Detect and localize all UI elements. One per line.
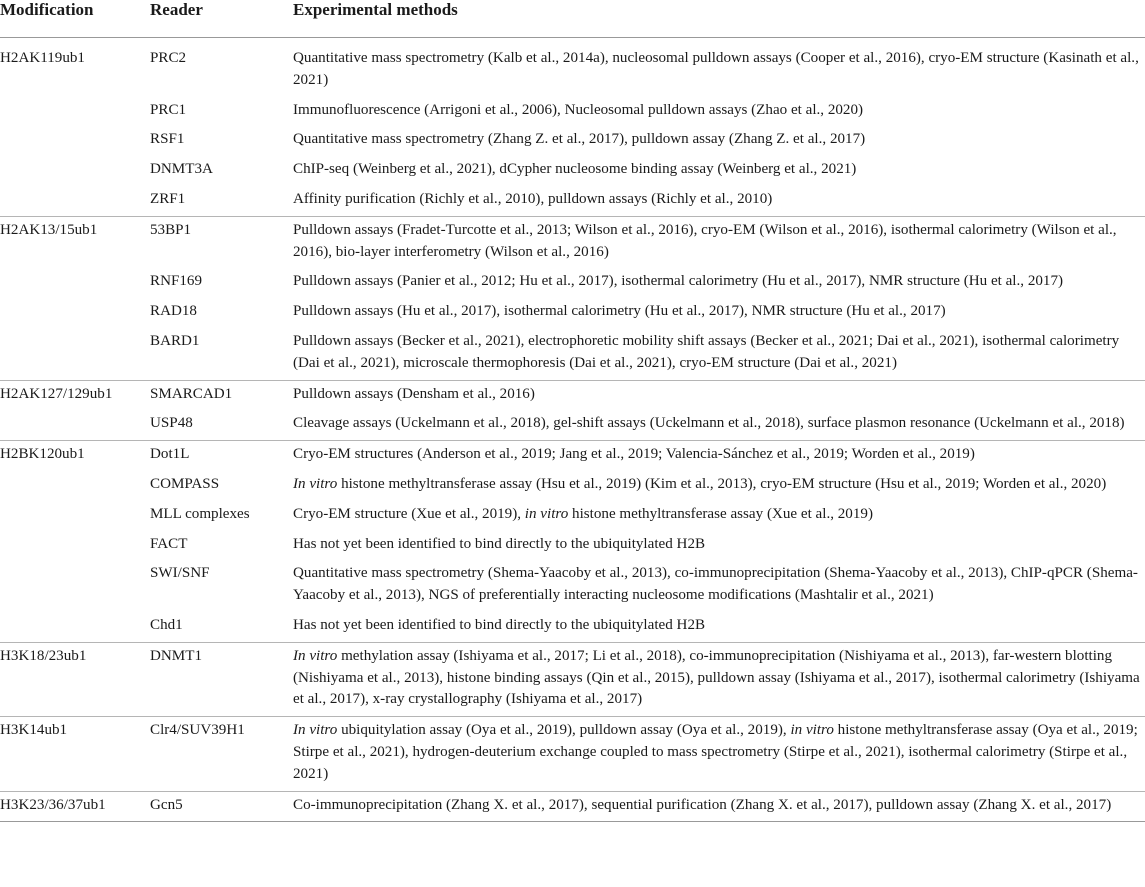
cell-modification: H2BK120ub1 <box>0 441 150 471</box>
cell-modification: H2AK119ub1 <box>0 50 85 66</box>
table-row <box>0 328 1145 380</box>
table-row <box>0 126 1145 156</box>
cell-reader: FACT <box>150 535 188 552</box>
cell-reader: SMARCAD1 <box>150 380 293 410</box>
methods-italic-text: in vitro <box>790 722 834 739</box>
table-row <box>0 791 1145 822</box>
cell-modification <box>0 471 150 501</box>
methods-text: Pulldown assays (Panier et al., 2012; Hu et al., 2017), isothermal calorimetry (Hu et al., 2017), NMR structure (Hu et al., 2017) <box>293 273 1064 290</box>
cell-reader: PRC1 <box>150 101 187 118</box>
methods-text: Quantitative mass spectrometry (Kalb et al., 2014a), nucleosomal pulldown assays (Cooper et al., 2016), cryo-EM structure (Kasinath et al., 2021) <box>293 50 1139 88</box>
cell-methods <box>293 126 1145 156</box>
cell-reader: Gcn5 <box>150 791 293 822</box>
cell-methods <box>293 612 1145 642</box>
cell-reader: DNMT3A <box>150 161 213 178</box>
methods-text: histone methyltransferase assay (Oya et al., 2019; Stirpe et al., 2021), hydrogen-deuterium exchange coupled to mass spectrometry (Stirpe et al., 2021), isothermal calorimetry (Stirpe et al., 2021) <box>293 722 1138 782</box>
cell-modification <box>0 560 150 612</box>
table-row <box>0 298 1145 328</box>
methods-text: Cryo-EM structures (Anderson et al., 2019; Jang et al., 2019; Valencia-Sánchez et al., 2019; Worden et al., 2019) <box>293 446 975 463</box>
methods-italic-text: in vitro <box>524 505 569 522</box>
table-row <box>0 97 1145 127</box>
cell-reader: Chd1 <box>150 616 183 633</box>
cell-methods <box>293 441 1145 471</box>
cell-methods <box>293 328 1145 380</box>
cell-modification: H3K18/23ub1 <box>0 642 150 716</box>
table-row <box>0 717 1145 791</box>
cell-modification <box>0 328 150 380</box>
cell-reader: BARD1 <box>150 332 200 349</box>
cell-modification <box>0 268 150 298</box>
cell-methods <box>293 560 1145 612</box>
table-row <box>0 642 1145 716</box>
cell-reader: MLL complexes <box>150 505 250 522</box>
cell-methods <box>293 38 1145 97</box>
table-row <box>0 38 1145 97</box>
table-row <box>0 441 1145 471</box>
cell-methods <box>293 97 1145 127</box>
cell-methods <box>293 642 1145 716</box>
cell-methods <box>293 471 1145 501</box>
methods-italic-text: In vitro <box>293 475 338 492</box>
cell-modification <box>0 531 150 561</box>
methods-text: histone methyltransferase assay (Hsu et al., 2019) (Kim et al., 2013), cryo-EM structure (Hsu et al., 2019; Worden et al., 2020) <box>337 475 1107 492</box>
methods-text: Pulldown assays (Fradet-Turcotte et al., 2013; Wilson et al., 2016), cryo-EM (Wilson et al., 2016), isothermal calorimetry (Wilson et al., 2016), bio-layer interferometry (Wilson et al., 2016) <box>293 221 1117 260</box>
methods-text: Quantitative mass spectrometry (Shema-Yaacoby et al., 2013), co-immunoprecipitation (Shema-Yaacoby et al., 2013), ChIP-qPCR (Shema-Yaacoby et al., 2013), NGS of preferentially interacting nucleosome modifications (Mashtalir et al., 2021) <box>293 565 1138 604</box>
cell-methods <box>293 717 1145 791</box>
cell-reader: DNMT1 <box>150 642 293 716</box>
cell-modification <box>0 156 150 186</box>
methods-text: methylation assay (Ishiyama et al., 2017; Li et al., 2018), co-immunoprecipitation (Nishiyama et al., 2013), far-western blotting (Nishiyama et al., 2013), histone binding assays (Qin et al., 2015), pulldown assay (Ishiyama et al., 2017), isothermal calorimetry (Ishiyama et al., 2017), x-ray crystallography (Ishiyama et al., 2017) <box>293 647 1140 708</box>
table-row <box>0 471 1145 501</box>
cell-reader: Dot1L <box>150 441 293 471</box>
cell-modification <box>0 97 150 127</box>
cell-methods <box>293 298 1145 328</box>
cell-modification: H3K14ub1 <box>0 717 150 791</box>
header-modification: Modification <box>0 0 94 19</box>
cell-modification <box>0 501 150 531</box>
cell-modification <box>0 186 150 216</box>
methods-text: ChIP-seq (Weinberg et al., 2021), dCypher nucleosome binding assay (Weinberg et al., 2021) <box>293 161 857 178</box>
cell-modification <box>0 410 150 440</box>
cell-modification: H2AK127/129ub1 <box>0 380 150 410</box>
methods-text: Pulldown assays (Densham et al., 2016) <box>293 385 535 402</box>
methods-text: ubiquitylation assay (Oya et al., 2019), pulldown assay (Oya et al., 2019), <box>337 722 791 739</box>
methods-text: Pulldown assays (Becker et al., 2021), electrophoretic mobility shift assays (Becker et al., 2021; Dai et al., 2021), isothermal calorimetry (Dai et al., 2021), microscale thermophoresis (Dai et al., 2021), cryo-EM structure (Dai et al., 2021) <box>293 332 1120 371</box>
header-methods: Experimental methods <box>293 0 458 19</box>
cell-reader: RSF1 <box>150 131 185 148</box>
cell-modification: H3K23/36/37ub1 <box>0 791 150 822</box>
table-row <box>0 560 1145 612</box>
table-row <box>0 410 1145 440</box>
cell-methods <box>293 186 1145 216</box>
methods-text: Pulldown assays (Hu et al., 2017), isothermal calorimetry (Hu et al., 2017), NMR structure (Hu et al., 2017) <box>293 303 946 320</box>
cell-reader: RNF169 <box>150 273 203 290</box>
cell-reader: 53BP1 <box>150 216 293 268</box>
cell-reader: SWI/SNF <box>150 565 210 582</box>
cell-reader: COMPASS <box>150 475 220 492</box>
table-row <box>0 501 1145 531</box>
table-row <box>0 268 1145 298</box>
table-row <box>0 156 1145 186</box>
table-row <box>0 531 1145 561</box>
cell-methods <box>293 216 1145 268</box>
table-row <box>0 612 1145 642</box>
cell-methods <box>293 156 1145 186</box>
cell-modification <box>0 298 150 328</box>
methods-text: Cryo-EM structure (Xue et al., 2019), <box>293 505 525 522</box>
cell-methods <box>293 410 1145 440</box>
cell-reader: Clr4/SUV39H1 <box>150 717 293 791</box>
cell-reader: USP48 <box>150 415 193 432</box>
table-row <box>0 186 1145 216</box>
methods-italic-text: In vitro <box>293 647 338 664</box>
methods-text: Cleavage assays (Uckelmann et al., 2018), gel-shift assays (Uckelmann et al., 2018), surface plasmon resonance (Uckelmann et al., 2018) <box>293 415 1125 432</box>
methods-text: Affinity purification (Richly et al., 2010), pulldown assays (Richly et al., 2010) <box>293 190 773 207</box>
cell-modification: H2AK13/15ub1 <box>0 216 150 268</box>
cell-reader: PRC2 <box>150 50 187 66</box>
table-body <box>0 38 1145 822</box>
methods-text: Immunofluorescence (Arrigoni et al., 2006), Nucleosomal pulldown assays (Zhao et al., 2020) <box>293 101 864 118</box>
methods-italic-text: In vitro <box>293 722 338 739</box>
methods-text: Has not yet been identified to bind directly to the ubiquitylated H2B <box>293 535 706 552</box>
cell-methods <box>293 380 1145 410</box>
table-row <box>0 380 1145 410</box>
cell-reader: RAD18 <box>150 303 197 320</box>
cell-modification <box>0 612 150 642</box>
methods-text: Has not yet been identified to bind directly to the ubiquitylated H2B <box>293 616 706 633</box>
table-row <box>0 216 1145 268</box>
header-row <box>0 0 1145 38</box>
methods-text: Co-immunoprecipitation (Zhang X. et al., 2017), sequential purification (Zhang X. et al., 2017), pulldown assay (Zhang X. et al., 2017) <box>293 796 1112 813</box>
cell-modification <box>0 126 150 156</box>
cell-methods <box>293 268 1145 298</box>
cell-reader: ZRF1 <box>150 190 186 207</box>
cell-methods <box>293 501 1145 531</box>
cell-methods <box>293 791 1145 822</box>
header-reader: Reader <box>150 0 203 19</box>
methods-text: histone methyltransferase assay (Xue et al., 2019) <box>568 505 873 522</box>
cell-methods <box>293 531 1145 561</box>
methods-text: Quantitative mass spectrometry (Zhang Z. et al., 2017), pulldown assay (Zhang Z. et al., 2017) <box>293 131 866 148</box>
